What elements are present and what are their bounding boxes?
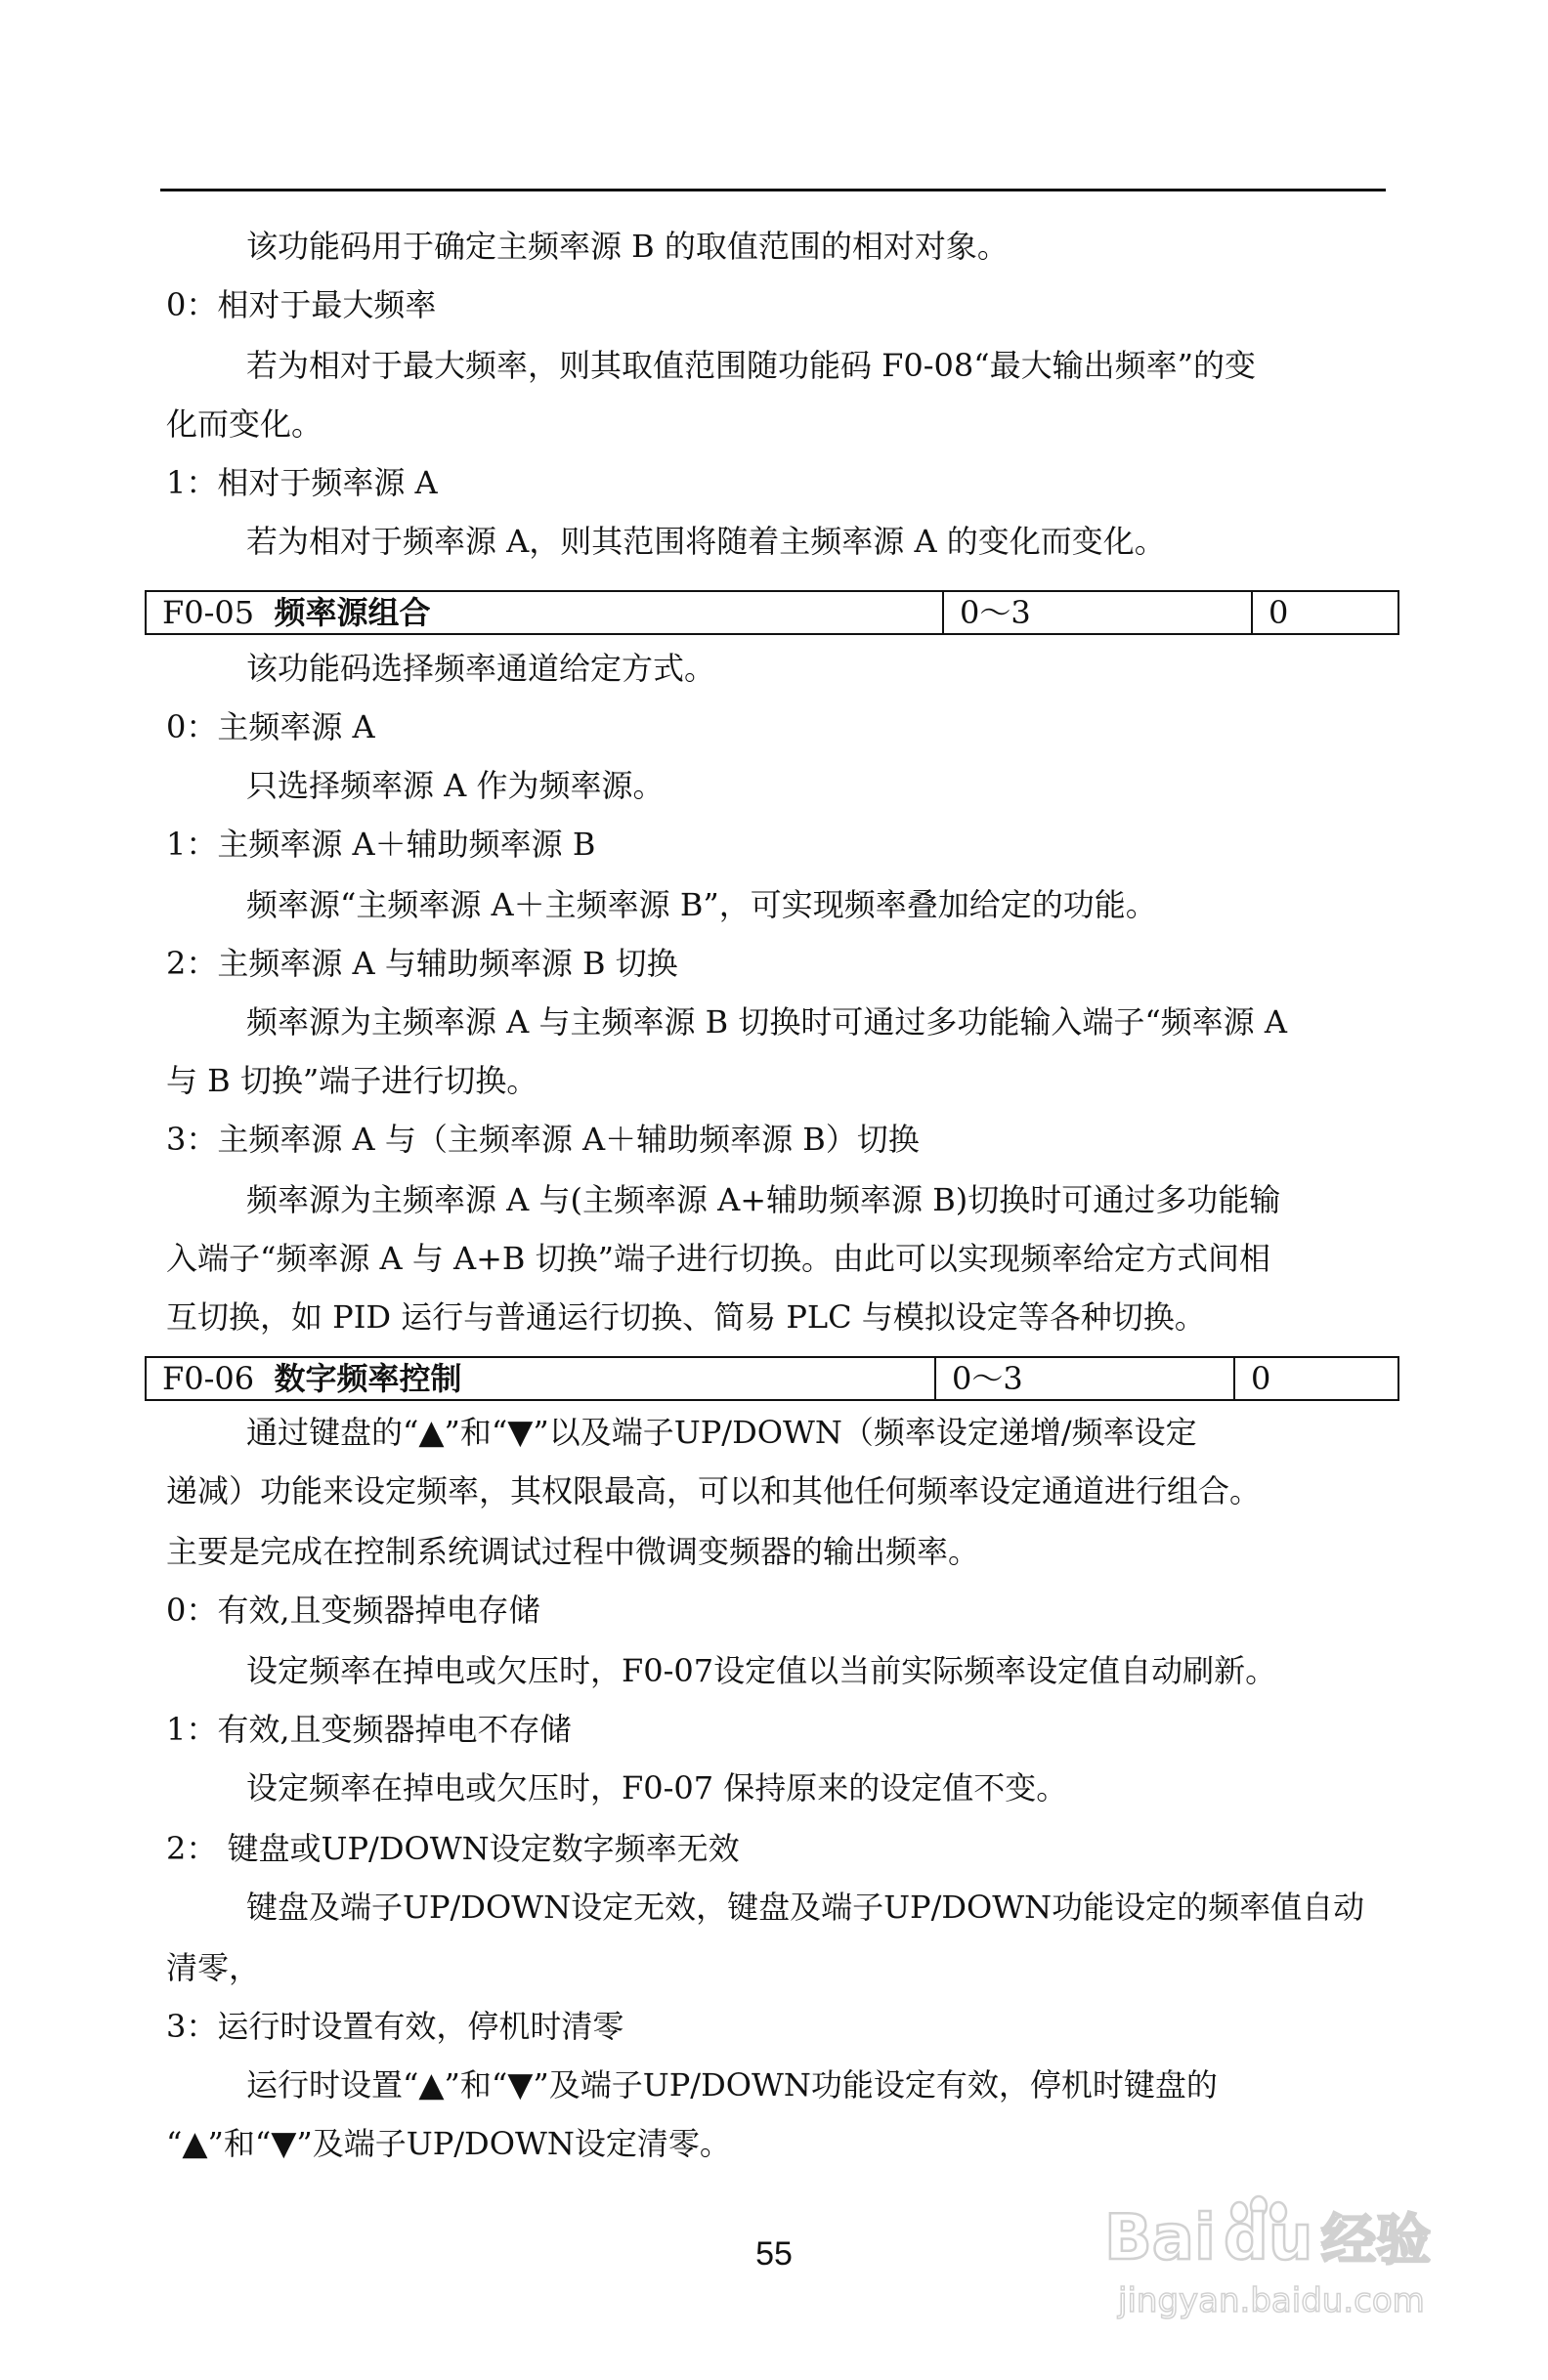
param-default: 0	[1251, 592, 1398, 633]
option-3: 3：主频率源 A 与（主频率源 A＋辅助频率源 B）切换	[166, 1121, 920, 1158]
param-range: 0～3	[942, 592, 1251, 633]
paragraph: “▲”和“▼”及端子UP/DOWN设定清零。	[166, 2124, 731, 2163]
param-range: 0～3	[934, 1358, 1233, 1399]
param-default: 0	[1233, 1358, 1398, 1399]
paragraph: 键盘及端子UP/DOWN设定无效，键盘及端子UP/DOWN功能设定的频率值自动	[246, 1889, 1365, 1926]
option-3: 3：运行时设置有效，停机时清零	[166, 2008, 624, 2045]
option-1: 1：有效,且变频器掉电不存储	[166, 1711, 572, 1748]
paragraph: 频率源“主频率源 A＋主频率源 B”，可实现频率叠加给定的功能。	[246, 886, 1157, 923]
baidu-jingyan-watermark	[1095, 2169, 1456, 2325]
option-2: 2：主频率源 A 与辅助频率源 B 切换	[166, 945, 678, 982]
param-code: F0-06	[162, 1360, 255, 1397]
page-number: 55	[755, 2235, 793, 2273]
param-code-name	[147, 592, 942, 633]
param-table-f0-06	[145, 1356, 1399, 1401]
option-2: 2： 键盘或UP/DOWN设定数字频率无效	[166, 1830, 740, 1867]
triangle-up-icon: ▲	[182, 2124, 208, 2163]
paragraph: 清零，	[166, 1949, 261, 1986]
watermark-brand-cn: 经验	[1321, 2209, 1431, 2273]
watermark-brand-left: Bai	[1104, 2202, 1216, 2274]
triangle-up-icon: ▲	[418, 2065, 445, 2104]
param-name: 频率源组合	[274, 594, 431, 631]
paragraph: 若为相对于最大频率，则其取值范围随功能码 F0-08“最大输出频率”的变	[246, 347, 1256, 384]
paragraph: 互切换，如 PID 运行与普通运行切换、简易 PLC 与模拟设定等各种切换。	[166, 1298, 1206, 1336]
triangle-up-icon: ▲	[418, 1413, 445, 1452]
paragraph: 若为相对于频率源 A，则其范围将随着主频率源 A 的变化而变化。	[246, 523, 1166, 560]
paragraph: 设定频率在掉电或欠压时，F0-07 保持原来的设定值不变。	[246, 1769, 1068, 1806]
param-code-name	[147, 1358, 934, 1399]
paragraph: 化而变化。	[166, 405, 323, 443]
paragraph: 只选择频率源 A 作为频率源。	[246, 767, 665, 804]
option-1: 1：主频率源 A＋辅助频率源 B	[166, 826, 596, 863]
watermark-brand-right: du	[1224, 2202, 1313, 2274]
paragraph: 运行时设置“▲”和“▼”及端子UP/DOWN功能设定有效，停机时键盘的	[246, 2065, 1218, 2104]
header-rule	[160, 189, 1386, 191]
paragraph: 设定频率在掉电或欠压时，F0-07设定值以当前实际频率设定值自动刷新。	[246, 1652, 1277, 1689]
paragraph: 该功能码选择频率通道给定方式。	[246, 650, 716, 687]
paragraph: 入端子“频率源 A 与 A+B 切换”端子进行切换。由此可以实现频率给定方式间相	[166, 1240, 1270, 1277]
paragraph: 该功能码用于确定主频率源 B 的取值范围的相对对象。	[246, 228, 1009, 265]
triangle-down-icon: ▼	[507, 2065, 534, 2104]
paragraph: 递减）功能来设定频率，其权限最高，可以和其他任何频率设定通道进行组合。	[166, 1472, 1262, 1509]
param-name: 数字频率控制	[274, 1360, 462, 1397]
option-1: 1：相对于频率源 A	[166, 464, 438, 501]
triangle-down-icon: ▼	[507, 1413, 534, 1452]
triangle-down-icon: ▼	[271, 2124, 297, 2163]
option-0: 0：主频率源 A	[166, 708, 375, 745]
paragraph: 频率源为主频率源 A 与主频率源 B 切换时可通过多功能输入端子“频率源 A	[246, 1003, 1287, 1041]
option-0: 0：有效,且变频器掉电存储	[166, 1592, 540, 1629]
param-table-f0-05	[145, 590, 1399, 635]
paragraph: 主要是完成在控制系统调试过程中微调变频器的输出频率。	[166, 1533, 980, 1570]
param-code: F0-05	[162, 594, 255, 631]
paragraph: 与 B 切换”端子进行切换。	[166, 1062, 538, 1099]
option-0: 0：相对于最大频率	[166, 286, 437, 323]
paragraph: 频率源为主频率源 A 与(主频率源 A+辅助频率源 B)切换时可通过多功能输	[246, 1181, 1281, 1218]
watermark-url: jingyan.baidu.com	[1118, 2281, 1425, 2320]
paragraph: 通过键盘的“▲”和“▼”以及端子UP/DOWN（频率设定递增/频率设定	[246, 1413, 1197, 1452]
